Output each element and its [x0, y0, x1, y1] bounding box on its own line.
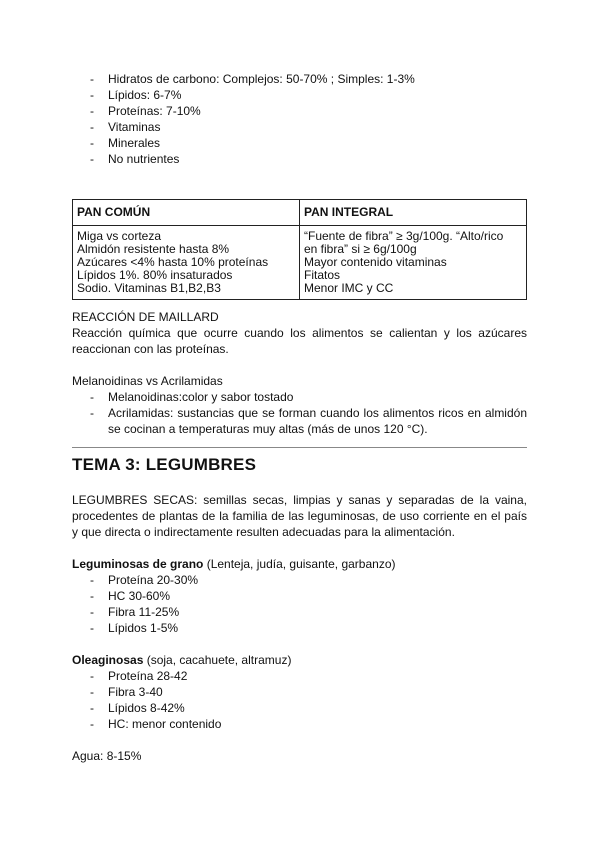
grano-title	[72, 556, 527, 572]
cell-line: Menor IMC y CC	[304, 281, 394, 295]
oleaginosas-title	[72, 652, 527, 668]
list-item: - Fibra 11-25%	[72, 604, 527, 620]
cell-line: Azúcares <4% hasta 10% proteínas	[77, 255, 269, 269]
list-item: - Hidratos de carbono: Complejos: 50-70% ; Simples: 1-3%	[72, 71, 527, 87]
maillard-text: Reacción química que ocurre cuando los alimentos se calientan y los azúcares reaccionan con las proteínas.	[72, 326, 527, 356]
list-item: - No nutrientes	[72, 151, 527, 167]
list-item: - Fibra 3-40	[72, 684, 527, 700]
list-item: - Lípidos 1-5%	[72, 620, 527, 636]
list-item: - Proteína 20-30%	[72, 572, 527, 588]
cell-line: Mayor contenido vitaminas	[304, 255, 447, 269]
list-item: - Melanoidinas:color y sabor tostado	[72, 389, 527, 405]
list-item: - Proteína 28-42	[72, 668, 527, 684]
list-item: - HC 30-60%	[72, 588, 527, 604]
oleaginosas-list	[72, 668, 527, 732]
cell-line: Almidón resistente hasta 8%	[77, 242, 230, 256]
table-cell-pan-integral	[300, 226, 527, 300]
grano-title-rest: (Lenteja, judía, guisante, garbanzo)	[203, 557, 396, 571]
maillard-title: REACCIÓN DE MAILLARD	[72, 310, 219, 324]
list-item: - Vitaminas	[72, 119, 527, 135]
grano-title-bold: Leguminosas de grano	[72, 557, 204, 571]
list-item: - Acrilamidas: sustancias que se forman cuando los alimentos ricos en almidón se cocinan a temperaturas muy altas (más de unos 120 °C).	[72, 405, 527, 437]
cell-line: Lípidos 1%. 80% insaturados	[77, 268, 233, 282]
oleaginosas-title-bold: Oleaginosas	[72, 653, 144, 667]
table-header-pan-integral: PAN INTEGRAL	[300, 200, 527, 226]
document-page	[72, 71, 527, 764]
list-item: - Lípidos: 6-7%	[72, 87, 527, 103]
table-header-pan-comun: PAN COMÚN	[73, 200, 300, 226]
cell-line: Sodio. Vitaminas B1,B2,B3	[77, 281, 221, 295]
melanoidinas-list	[72, 389, 527, 437]
intro-list	[72, 71, 527, 167]
list-item: - Proteínas: 7-10%	[72, 103, 527, 119]
cell-line: en fibra” si ≥ 6g/100g	[304, 242, 417, 256]
cell-line: Fitatos	[304, 268, 341, 282]
legumbres-definition: LEGUMBRES SECAS: semillas secas, limpias y sanas y separadas de la vaina, procedentes de plantas de la familia de las leguminosas, de uso corriente en el país y que directa o indirectamente resulten adecuadas para la alimentación.	[72, 493, 527, 539]
agua-line: Agua: 8-15%	[72, 749, 142, 763]
list-item: - Lípidos 8-42%	[72, 700, 527, 716]
table-cell-pan-comun	[73, 226, 300, 300]
section-divider	[72, 447, 527, 448]
cell-line: “Fuente de fibra” ≥ 3g/100g. “Alto/rico	[304, 229, 504, 243]
melanoidinas-title: Melanoidinas vs Acrilamidas	[72, 374, 223, 388]
bread-comparison-table	[72, 199, 527, 300]
list-item: - Minerales	[72, 135, 527, 151]
list-item: - HC: menor contenido	[72, 716, 527, 732]
cell-line: Miga vs corteza	[77, 229, 162, 243]
tema-heading: TEMA 3: LEGUMBRES	[72, 455, 257, 474]
grano-list	[72, 572, 527, 636]
oleaginosas-title-rest: (soja, cacahuete, altramuz)	[143, 653, 292, 667]
